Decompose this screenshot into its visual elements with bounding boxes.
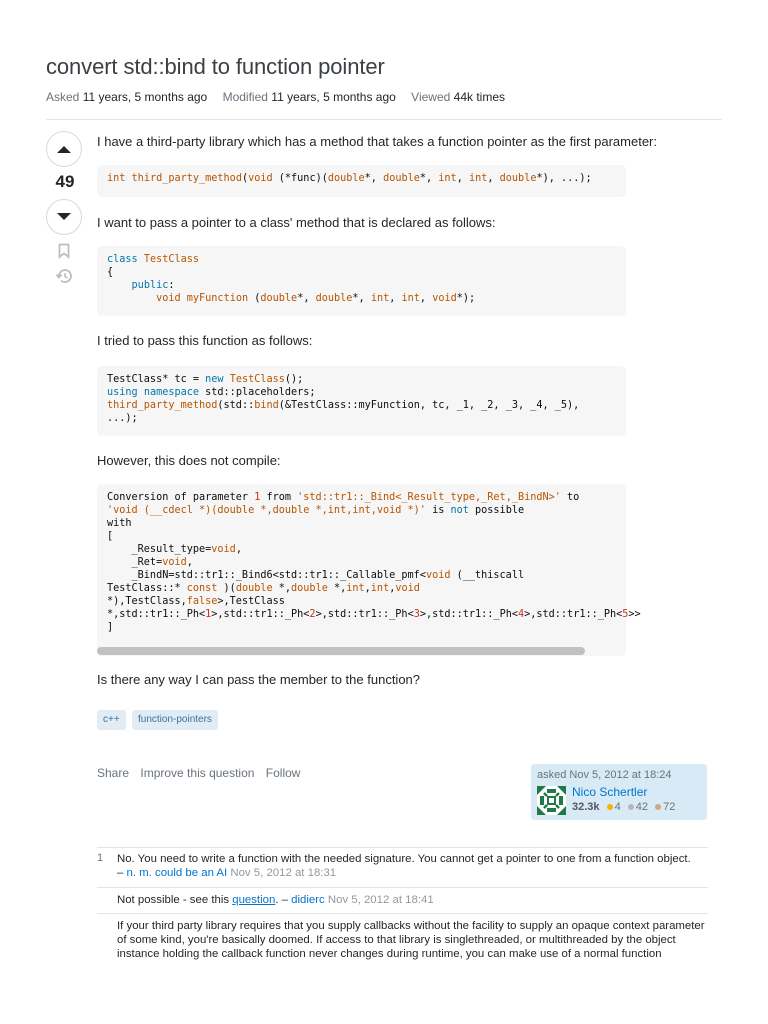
owner-name[interactable]: Nico Schertler <box>572 785 648 799</box>
bookmark-icon <box>58 243 70 259</box>
upvote-button[interactable] <box>46 131 82 167</box>
asked-timestamp: asked Nov 5, 2012 at 18:24 <box>537 769 672 781</box>
asked-label: Asked <box>46 90 80 104</box>
reputation-score: 32.3k <box>572 801 600 813</box>
history-icon <box>55 267 73 285</box>
silver-badge-count: 42 <box>635 801 649 813</box>
bookmark-button[interactable] <box>55 242 73 260</box>
question-paragraph: Is there any way I can pass the member to the function? <box>97 672 421 687</box>
modified-label: Modified <box>222 90 268 104</box>
comment-text: . – <box>275 894 288 906</box>
gold-badge-icon <box>607 804 613 810</box>
code-horizontal-scrollbar[interactable] <box>97 647 585 655</box>
title-divider <box>46 119 722 120</box>
history-button[interactable] <box>55 267 73 285</box>
comment-divider <box>97 887 708 888</box>
owner-user-card <box>531 764 707 820</box>
improve-question-link[interactable]: Improve this question <box>140 766 255 780</box>
question-paragraph: I tried to pass this function as follows: <box>97 333 313 348</box>
owner-reputation <box>572 801 675 813</box>
post-menu <box>97 766 308 780</box>
comment-score: 1 <box>97 852 104 864</box>
question-paragraph: I want to pass a pointer to a class' method that is declared as follows: <box>97 215 496 230</box>
bronze-badge-icon <box>655 804 661 810</box>
share-link[interactable]: Share <box>97 766 130 780</box>
viewed-value: 44k times <box>453 90 505 104</box>
comment-text: If your third party library requires that you supply callbacks without the facility to supply an opaque context parameter of some kind, you're basically doomed. If access to that library is singlethreaded, or multithreaded by the object instance holding the callback function never changes during runtime, you can make use of a normal function <box>117 920 705 960</box>
asked-value: 11 years, 5 months ago <box>82 90 208 104</box>
comment <box>117 919 707 963</box>
code-block-error: Conversion of parameter 1 from 'std::tr1::_Bind<_Result_type,_Ret,_BindN>' to 'void (__cdecl *)(double *,double *,int,int,void *)' is not possible with [ _Result_type=void, _Ret=void, _BindN=std::tr1::_Bind6<std::tr1::_Callable_pmf<void (__thiscall TestClass::* const )(double *,double *,int,int,void *),TestClass,false>,TestClass *,std::tr1::_Ph<1>,std::tr1::_Ph<2>,std::tr1::_Ph<3>,std::tr1::_Ph<4>,std::tr1::_Ph<5>> ] <box>97 484 626 656</box>
code-block-attempt: TestClass* tc = new TestClass(); using namespace std::placeholders; third_party_method(std::bind(&TestClass::myFunction, tc, _1, _2, _3, _4, _5), ...); <box>97 366 626 436</box>
bronze-badge-count: 72 <box>663 801 676 813</box>
modified-value[interactable]: 11 years, 5 months ago <box>271 90 396 104</box>
comment <box>117 852 707 880</box>
silver-badge-icon <box>628 804 634 810</box>
comment-date[interactable]: Nov 5, 2012 at 18:41 <box>327 894 434 906</box>
question-paragraph: I have a third-party library which has a method that takes a function pointer as the first parameter: <box>97 134 658 149</box>
tag-cpp[interactable]: c++ <box>97 710 126 730</box>
comment-user[interactable]: n. m. could be an AI <box>126 867 228 879</box>
downvote-button[interactable] <box>46 199 82 235</box>
question-paragraph: However, this does not compile: <box>97 453 281 468</box>
question-meta <box>46 90 517 104</box>
code-block-signature: int third_party_method(void (*func)(double*, double*, int, int, double*), ...); <box>97 165 626 197</box>
upvote-arrow-icon <box>56 144 72 154</box>
comment-date[interactable]: Nov 5, 2012 at 18:31 <box>230 867 337 879</box>
viewed-label: Viewed <box>411 90 451 104</box>
comment-question-link[interactable]: question <box>232 894 276 906</box>
comment-text: Not possible - see this <box>117 894 230 906</box>
downvote-arrow-icon <box>56 212 72 222</box>
follow-link[interactable]: Follow <box>265 766 301 780</box>
identicon-avatar[interactable] <box>537 786 566 815</box>
question-title[interactable]: convert std::bind to function pointer <box>46 54 385 79</box>
comment <box>117 893 707 907</box>
comment-divider <box>97 913 708 914</box>
comment-text: No. You need to write a function with the needed signature. You cannot get a pointer to one from a function object. <box>117 853 691 865</box>
code-block-class: class TestClass { public: void myFunction (double*, double*, int, int, void*); <box>97 246 626 316</box>
vote-count: 49 <box>55 172 75 191</box>
comment-divider <box>97 847 708 848</box>
comment-user[interactable]: didierc <box>291 894 325 906</box>
comment-dash: – <box>117 867 124 879</box>
gold-badge-count: 4 <box>614 801 621 813</box>
tag-function-pointers[interactable]: function-pointers <box>132 710 218 730</box>
